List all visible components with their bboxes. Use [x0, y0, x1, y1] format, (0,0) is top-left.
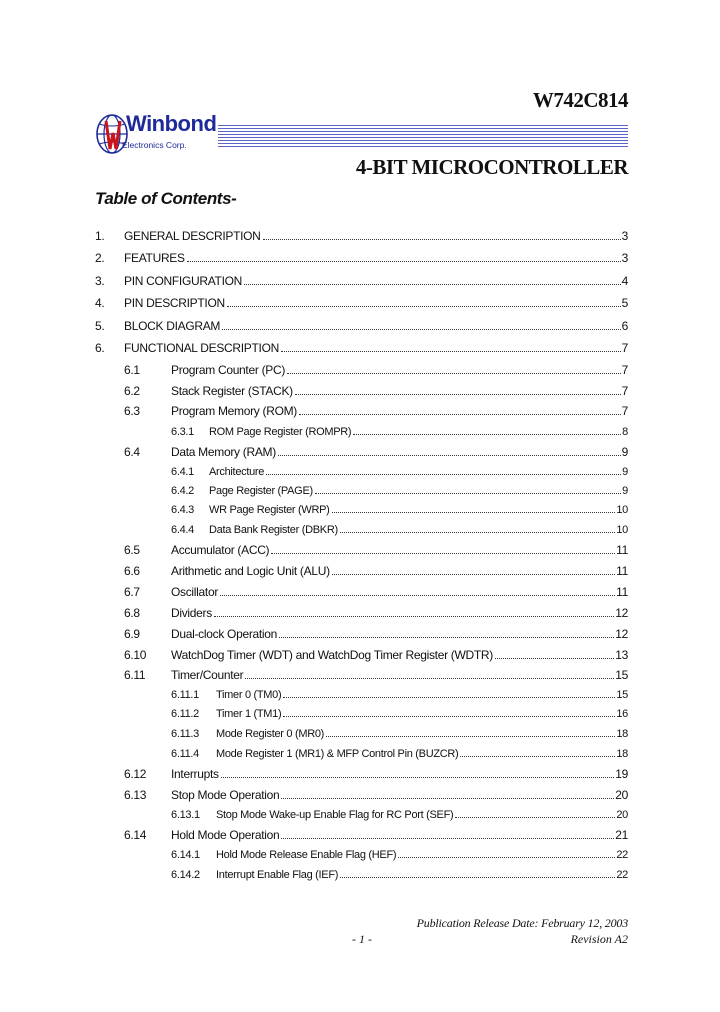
toc-entry-title: Dual-clock Operation [171, 627, 278, 641]
toc-entry-page: 5 [621, 296, 628, 310]
toc-entry-number: 6.11.2 [171, 708, 199, 720]
toc-entry-title: Hold Mode Release Enable Flag (HEF) [216, 849, 397, 861]
toc-entry-title: ROM Page Register (ROMPR) [209, 426, 352, 438]
page-number: - 1 - [352, 932, 372, 946]
toc-entry-number: 6.6 [124, 564, 140, 578]
toc-entry-title: Timer 1 (TM1) [216, 708, 282, 720]
toc-entry-title: PIN CONFIGURATION [124, 274, 243, 288]
toc-entry-page: 20 [616, 809, 628, 821]
toc-entry[interactable] [0, 584, 720, 602]
toc-entry-page: 9 [622, 485, 628, 497]
toc-entry-title: Program Counter (PC) [171, 363, 286, 377]
toc-entry-number: 6.13.1 [171, 809, 200, 821]
toc-entry[interactable] [0, 228, 720, 246]
toc-entry-title: Data Bank Register (DBKR) [209, 524, 338, 536]
toc-entry-number: 6.13 [124, 788, 147, 802]
toc-entry-number: 6.1 [124, 363, 140, 377]
toc-heading: Table of Contents- [95, 189, 237, 208]
toc-entry-number: 6.14 [124, 828, 147, 842]
toc-entry[interactable] [0, 424, 720, 442]
toc-entry[interactable] [0, 362, 720, 380]
toc-entry-page: 7 [621, 404, 628, 418]
toc-entry-title: Timer/Counter [171, 668, 244, 682]
toc-entry-title: BLOCK DIAGRAM [124, 319, 221, 333]
toc-entry-title: FEATURES [124, 251, 185, 265]
toc-entry-page: 7 [621, 363, 628, 377]
toc-entry[interactable] [0, 403, 720, 421]
toc-entry-number: 6.14.1 [171, 849, 200, 861]
toc-entry[interactable] [0, 766, 720, 784]
toc-entry-number: 6.4.4 [171, 524, 194, 536]
toc-entry-page: 15 [615, 668, 628, 682]
toc-entry-page: 20 [615, 788, 628, 802]
part-number: W742C814 [532, 88, 628, 112]
toc-entry-title: PIN DESCRIPTION [124, 296, 225, 310]
toc-entry-title: Oscillator [171, 585, 219, 599]
toc-entry-title: Hold Mode Operation [171, 828, 280, 842]
toc-entry-title: WatchDog Timer (WDT) and WatchDog Timer Register (WDTR) [171, 648, 493, 662]
toc-entry[interactable] [0, 444, 720, 462]
toc-entry-page: 12 [615, 627, 628, 641]
toc-entry[interactable] [0, 746, 720, 764]
toc-entry[interactable] [0, 273, 720, 291]
toc-entry-number: 6.2 [124, 384, 140, 398]
header-stripes [218, 125, 628, 147]
document-title: 4-BIT MICROCONTROLLER [355, 155, 628, 179]
toc-entry-number: 4. [95, 296, 105, 310]
toc-entry-title: Data Memory (RAM) [171, 445, 276, 459]
logo-subtext: Electronics Corp. [122, 140, 187, 150]
toc-entry-number: 5. [95, 319, 105, 333]
toc-entry[interactable] [0, 295, 720, 313]
toc-entry[interactable] [0, 502, 720, 520]
toc-entry-number: 6.3.1 [171, 426, 194, 438]
toc-entry-title: Stop Mode Operation [171, 788, 280, 802]
toc-entry[interactable] [0, 726, 720, 744]
toc-entry-title: Accumulator (ACC) [171, 543, 270, 557]
toc-entry-number: 6.10 [124, 648, 147, 662]
toc-entry-page: 22 [616, 869, 628, 881]
toc-entry[interactable] [0, 687, 720, 705]
toc-entry-page: 11 [616, 564, 628, 578]
toc-entry-page: 9 [621, 445, 628, 459]
toc-entry-page: 19 [615, 767, 628, 781]
toc-entry-number: 6.9 [124, 627, 140, 641]
toc-entry-title: Mode Register 0 (MR0) [216, 728, 325, 740]
toc-entry-number: 6.11.1 [171, 689, 199, 701]
toc-entry-number: 6.7 [124, 585, 140, 599]
toc-entry-number: 6.5 [124, 543, 140, 557]
toc-entry-number: 6.11.4 [171, 748, 199, 760]
toc-entry-number: 6.3 [124, 404, 140, 418]
toc-entry-number: 6.4 [124, 445, 140, 459]
logo-wordmark: Winbond [126, 111, 217, 136]
toc-entry[interactable] [0, 807, 720, 825]
toc-entry-title: FUNCTIONAL DESCRIPTION [124, 341, 279, 355]
toc-entry-page: 15 [616, 689, 628, 701]
toc-entry-title: Dividers [171, 606, 212, 620]
toc-entry-page: 11 [616, 543, 628, 557]
toc-entry-page: 18 [616, 728, 628, 740]
toc-entry-title: WR Page Register (WRP) [209, 504, 330, 516]
toc-entry-page: 11 [616, 585, 628, 599]
toc-entry-title: Mode Register 1 (MR1) & MFP Control Pin (BUZCR) [216, 748, 459, 760]
toc-entry[interactable] [0, 250, 720, 268]
toc-entry-number: 6.11 [124, 668, 146, 682]
toc-entry-title: Timer 0 (TM0) [216, 689, 282, 701]
toc-entry[interactable] [0, 464, 720, 482]
toc-entry[interactable] [0, 787, 720, 805]
toc-entry-number: 1. [95, 229, 105, 243]
toc-entry-page: 3 [621, 251, 628, 265]
toc-entry-number: 6. [95, 341, 105, 355]
toc-entry-page: 18 [616, 748, 628, 760]
toc-entry[interactable] [0, 706, 720, 724]
toc-entry-page: 7 [621, 341, 628, 355]
toc-entry[interactable] [0, 626, 720, 644]
toc-entry-title: Stop Mode Wake-up Enable Flag for RC Port (SEF) [216, 809, 454, 821]
toc-entry-page: 12 [615, 606, 628, 620]
winbond-logo [96, 113, 218, 157]
toc-entry-number: 6.4.1 [171, 466, 194, 478]
toc-entry[interactable] [0, 340, 720, 358]
toc-entry-number: 6.12 [124, 767, 147, 781]
toc-entry[interactable] [0, 483, 720, 501]
toc-entry-page: 7 [621, 384, 628, 398]
toc-entry-title: Arithmetic and Logic Unit (ALU) [171, 564, 330, 578]
toc-entry[interactable] [0, 563, 720, 581]
toc-entry-page: 6 [621, 319, 628, 333]
toc-entry[interactable] [0, 318, 720, 336]
toc-entry-page: 9 [622, 466, 628, 478]
toc-entry[interactable] [0, 542, 720, 560]
toc-entry-number: 2. [95, 251, 105, 265]
toc-entry-page: 4 [621, 274, 628, 288]
toc-entry-title: GENERAL DESCRIPTION [124, 229, 261, 243]
toc-entry-page: 16 [616, 708, 628, 720]
toc-entry[interactable] [0, 827, 720, 845]
toc-entry[interactable] [0, 522, 720, 540]
revision: Revision A2 [570, 932, 628, 946]
toc-entry[interactable] [0, 867, 720, 885]
toc-entry[interactable] [0, 605, 720, 623]
toc-entry-number: 6.4.3 [171, 504, 194, 516]
toc-entry-number: 6.8 [124, 606, 140, 620]
toc-entry-page: 13 [615, 648, 628, 662]
toc-entry-page: 22 [616, 849, 628, 861]
toc-entry-title: Page Register (PAGE) [209, 485, 313, 497]
toc-entry-number: 3. [95, 274, 105, 288]
toc-entry-page: 10 [616, 524, 628, 536]
toc-entry-title: Stack Register (STACK) [171, 384, 293, 398]
toc-entry[interactable] [0, 647, 720, 665]
toc-entry-title: Interrupt Enable Flag (IEF) [216, 869, 339, 881]
toc-entry-page: 21 [615, 828, 628, 842]
toc-entry-number: 6.14.2 [171, 869, 200, 881]
toc-entry-number: 6.11.3 [171, 728, 199, 740]
toc-entry[interactable] [0, 383, 720, 401]
toc-entry-title: Program Memory (ROM) [171, 404, 298, 418]
toc-entry-title: Interrupts [171, 767, 219, 781]
toc-entry-title: Architecture [209, 466, 265, 478]
toc-entry-page: 3 [621, 229, 628, 243]
toc-entry[interactable] [0, 847, 720, 865]
toc-entry[interactable] [0, 667, 720, 685]
toc-entry-number: 6.4.2 [171, 485, 194, 497]
publication-release-date: Publication Release Date: February 12, 2003 [416, 916, 628, 930]
toc-entry-page: 10 [616, 504, 628, 516]
toc-entry-page: 8 [622, 426, 628, 438]
